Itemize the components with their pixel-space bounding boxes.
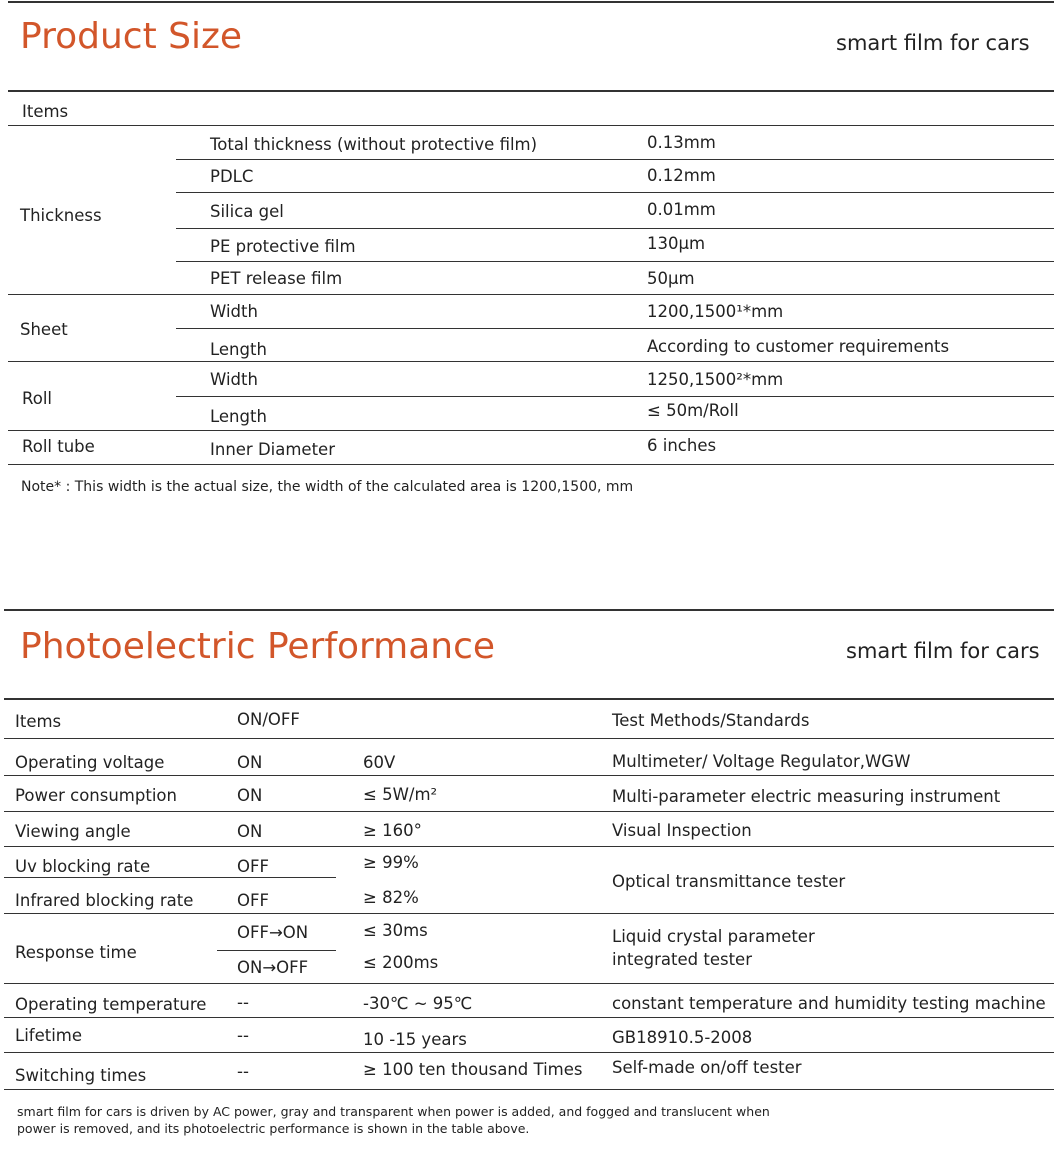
uv-item: Uv blocking rate — [15, 857, 151, 876]
viewing-item: Viewing angle — [15, 822, 131, 841]
sheet-item: Width — [210, 302, 258, 321]
voltage-value: 60V — [363, 753, 396, 772]
table-top-rule — [4, 698, 1054, 700]
roll-tube-label: Roll tube — [22, 437, 95, 456]
lifetime-state: -- — [237, 1026, 249, 1045]
response-method-line2: integrated tester — [612, 950, 752, 969]
lifetime-item: Lifetime — [15, 1026, 83, 1045]
roll-tube-value: 6 inches — [647, 436, 717, 455]
temperature-method: constant temperature and humidity testing machine — [612, 994, 1046, 1013]
thickness-value: 0.12mm — [647, 166, 716, 185]
infrared-value: ≥ 82% — [363, 888, 419, 907]
product-size-subtitle: smart film for cars — [836, 31, 1030, 55]
thickness-label: Thickness — [20, 206, 102, 225]
items-header: Items — [15, 712, 62, 731]
product-size-title: Product Size — [20, 16, 243, 57]
row-divider — [4, 983, 1054, 984]
power-method: Multi-parameter electric measuring instrument — [612, 787, 1001, 806]
power-value: ≤ 5W/m² — [363, 785, 438, 804]
thickness-value: 130μm — [647, 234, 706, 253]
response-label: Response time — [15, 943, 137, 962]
viewing-value: ≥ 160° — [363, 821, 422, 840]
row-divider — [4, 775, 1054, 776]
row-divider — [4, 1017, 1054, 1018]
row-divider — [176, 228, 1054, 229]
response-value: ≤ 30ms — [363, 921, 428, 940]
response-state: OFF→ON — [237, 923, 309, 942]
voltage-state: ON — [237, 753, 263, 772]
thickness-item: Silica gel — [210, 202, 284, 221]
infrared-item: Infrared blocking rate — [15, 891, 194, 910]
temperature-item: Operating temperature — [15, 995, 207, 1014]
row-divider — [176, 328, 1054, 329]
roll-value: ≤ 50m/Roll — [647, 401, 739, 420]
switching-item: Switching times — [15, 1066, 147, 1085]
row-divider — [217, 950, 336, 951]
thickness-item: PDLC — [210, 167, 254, 186]
photoelectric-title: Photoelectric Performance — [20, 626, 496, 667]
sheet-label: Sheet — [20, 320, 68, 339]
note-text: Note* : This width is the actual size, the width of the calculated area is 1200,1500, mm — [21, 479, 634, 495]
roll-value: 1250,1500²*mm — [647, 370, 784, 389]
roll-item: Width — [210, 370, 258, 389]
voltage-item: Operating voltage — [15, 753, 165, 772]
infrared-state: OFF — [237, 891, 269, 910]
items-header: Items — [22, 102, 69, 121]
viewing-method: Visual Inspection — [612, 821, 752, 840]
row-divider — [176, 396, 1054, 397]
uv-value: ≥ 99% — [363, 853, 419, 872]
row-divider — [4, 1052, 1054, 1053]
switching-method: Self-made on/off tester — [612, 1058, 802, 1077]
row-divider — [4, 811, 1054, 812]
response-state: ON→OFF — [237, 958, 309, 977]
row-divider — [4, 846, 1054, 847]
footer-text: smart film for cars is driven by AC power, gray and transparent when power is added, and fogged and translucent when power is removed, and its photoelectric performance is shown in the table above. — [17, 1104, 770, 1136]
viewing-state: ON — [237, 822, 263, 841]
row-divider — [8, 430, 1054, 431]
temperature-value: -30℃ ~ 95℃ — [363, 994, 473, 1013]
power-state: ON — [237, 786, 263, 805]
response-method-line1: Liquid crystal parameter — [612, 927, 815, 946]
thickness-item: Total thickness (without protective film) — [210, 135, 538, 154]
table-bottom-rule — [4, 1089, 1054, 1090]
roll-label: Roll — [22, 389, 52, 408]
thickness-item: PE protective film — [210, 237, 356, 256]
lifetime-method: GB18910.5-2008 — [612, 1028, 753, 1047]
section-top-rule — [4, 609, 1054, 611]
switching-value: ≥ 100 ten thousand Times — [363, 1060, 583, 1079]
voltage-method: Multimeter/ Voltage Regulator,WGW — [612, 752, 911, 771]
row-divider — [8, 294, 1054, 295]
response-value: ≤ 200ms — [363, 953, 439, 972]
row-divider — [176, 192, 1054, 193]
row-divider — [8, 125, 1054, 126]
row-divider — [176, 159, 1054, 160]
sheet-item: Length — [210, 340, 267, 359]
thickness-value: 0.13mm — [647, 133, 716, 152]
method-header: Test Methods/Standards — [612, 711, 810, 730]
power-item: Power consumption — [15, 786, 177, 805]
sheet-value: According to customer requirements — [647, 337, 950, 356]
roll-item: Length — [210, 407, 267, 426]
thickness-value: 0.01mm — [647, 200, 716, 219]
row-divider — [8, 361, 1054, 362]
roll-tube-item: Inner Diameter — [210, 440, 335, 459]
sheet-value: 1200,1500¹*mm — [647, 302, 784, 321]
row-divider — [4, 738, 1054, 739]
row-divider — [176, 261, 1054, 262]
temperature-state: -- — [237, 993, 249, 1012]
table-bottom-rule — [8, 464, 1054, 465]
optical-method: Optical transmittance tester — [612, 872, 846, 891]
table-top-rule — [8, 90, 1054, 92]
switching-state: -- — [237, 1062, 249, 1081]
row-divider — [4, 877, 336, 878]
photoelectric-subtitle: smart film for cars — [846, 639, 1040, 663]
thickness-value: 50μm — [647, 269, 695, 288]
state-header: ON/OFF — [237, 710, 300, 729]
thickness-item: PET release film — [210, 269, 343, 288]
top-rule — [8, 1, 1054, 3]
uv-state: OFF — [237, 857, 269, 876]
row-divider — [4, 913, 1054, 914]
lifetime-value: 10 -15 years — [363, 1030, 467, 1049]
